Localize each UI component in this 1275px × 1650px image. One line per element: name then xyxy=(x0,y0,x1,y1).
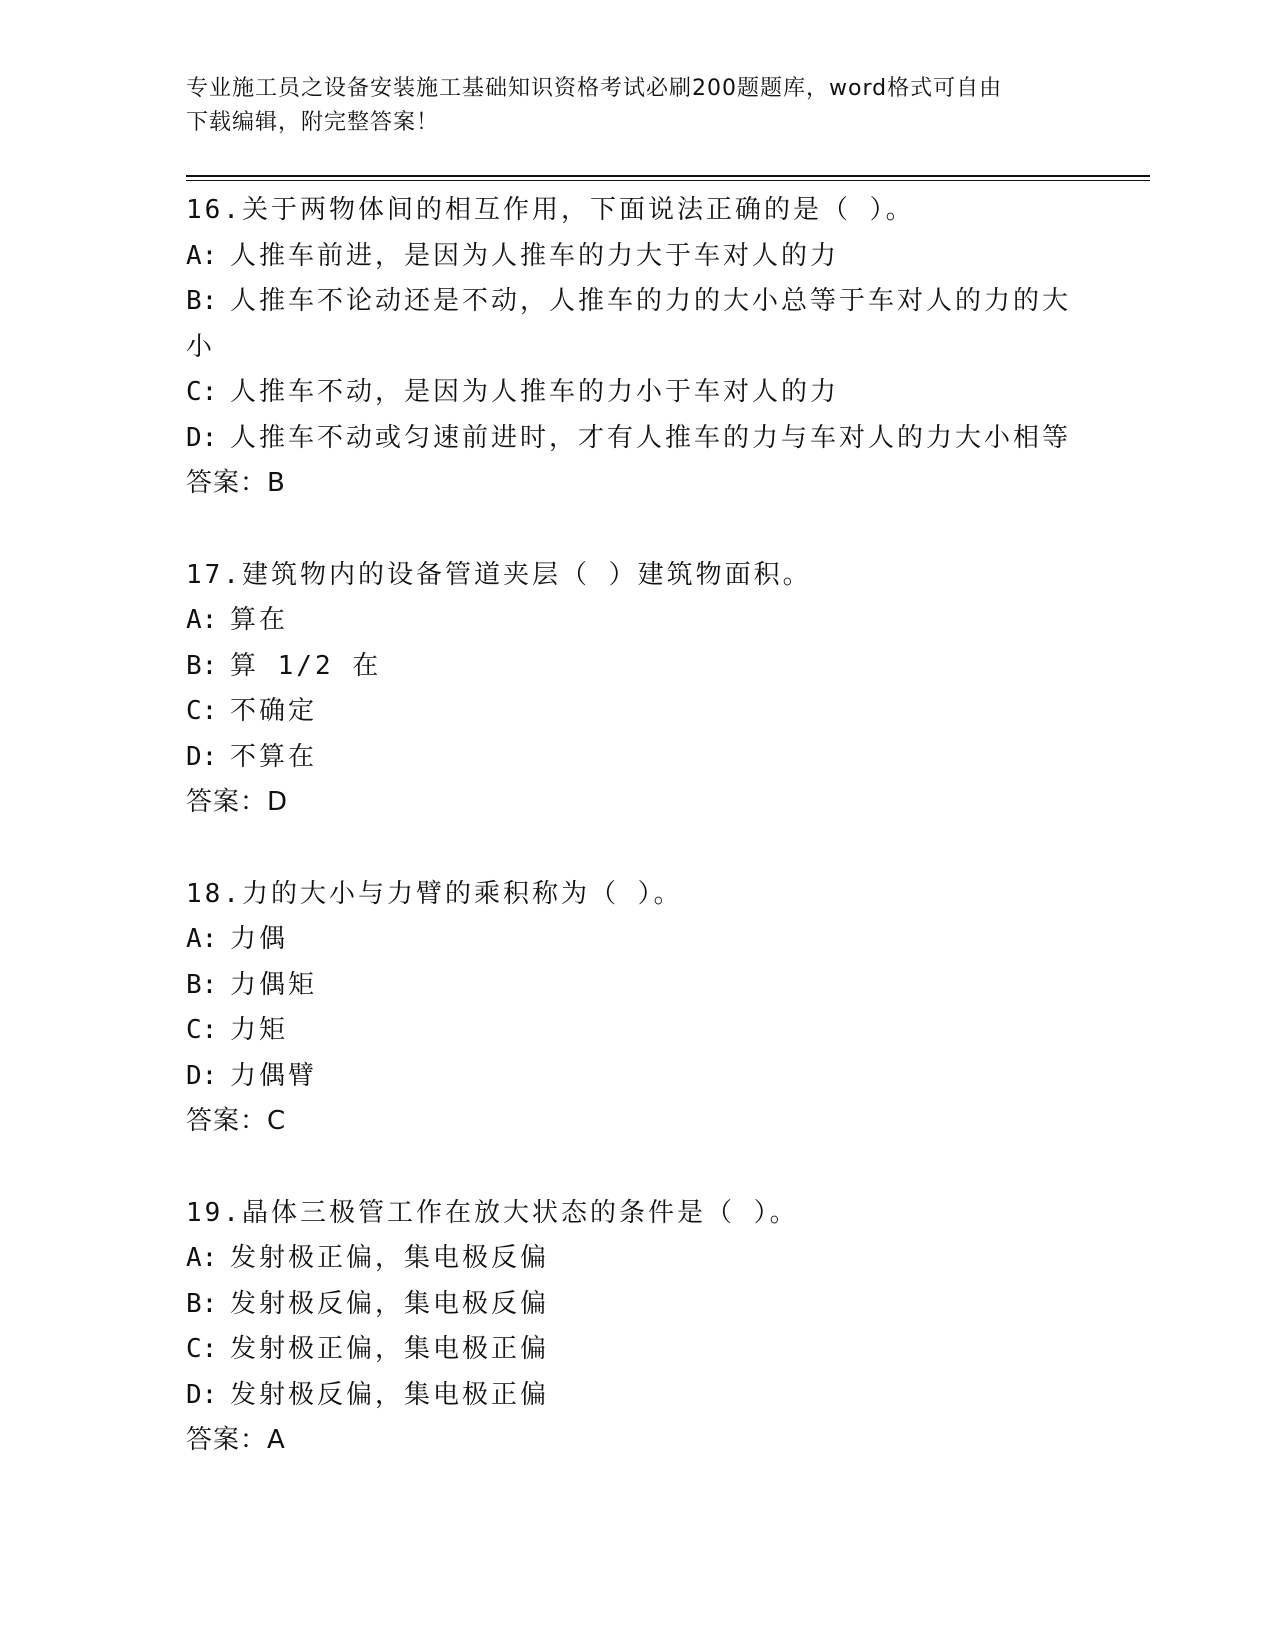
option-text: 人推车不动或匀速前进时，才有人推车的力与车对人的力大小相等 xyxy=(230,422,1072,453)
option-text: 力偶矩 xyxy=(230,969,318,1000)
option-c xyxy=(186,689,1086,735)
option-key: B: xyxy=(186,969,218,1000)
option-key: C: xyxy=(186,1015,218,1045)
question-19 xyxy=(186,1191,1086,1464)
option-a xyxy=(186,598,1086,644)
option-text: 人推车不动，是因为人推车的力小于车对人的力 xyxy=(230,377,840,407)
option-d xyxy=(186,1373,1086,1419)
option-text: 人推车前进，是因为人推车的力大于车对人的力 xyxy=(230,240,840,271)
option-text: 发射极正偏，集电极正偏 xyxy=(230,1334,550,1364)
option-text: 力矩 xyxy=(230,1015,289,1045)
question-stem: 17.建筑物内的设备管道夹层（ ）建筑物面积。 xyxy=(186,559,812,590)
question-list xyxy=(186,188,1086,1510)
header-line-2: 下载编辑，附完整答案！ xyxy=(186,110,440,135)
question-stem: 16.关于两物体间的相互作用，下面说法正确的是（ ）。 xyxy=(186,195,915,225)
option-key: C: xyxy=(186,1334,218,1364)
option-key: B: xyxy=(186,286,218,316)
option-a xyxy=(186,234,1086,280)
option-c xyxy=(186,1008,1086,1054)
option-b xyxy=(186,644,1086,690)
question-16 xyxy=(186,188,1086,507)
option-text-wrap: 小 xyxy=(186,331,216,362)
option-text: 力偶 xyxy=(230,924,289,954)
option-key: D: xyxy=(186,1060,218,1091)
option-b xyxy=(186,963,1086,1009)
option-text: 发射极反偏，集电极正偏 xyxy=(230,1379,550,1410)
header-divider-thin xyxy=(186,180,1150,181)
question-18 xyxy=(186,872,1086,1145)
header-divider-thick xyxy=(186,175,1150,177)
option-d xyxy=(186,1054,1086,1100)
option-c xyxy=(186,1327,1086,1373)
header-line-1: 专业施工员之设备安装施工基础知识资格考试必刷200题题库，word格式可自由 xyxy=(186,76,1003,101)
option-d xyxy=(186,416,1086,462)
option-text: 不确定 xyxy=(230,696,318,726)
option-text: 发射极反偏，集电极反偏 xyxy=(230,1288,550,1319)
option-key: B: xyxy=(186,650,218,681)
option-text: 发射极正偏，集电极反偏 xyxy=(230,1243,550,1273)
option-key: C: xyxy=(186,377,218,407)
question-stem: 19.晶体三极管工作在放大状态的条件是（ ）。 xyxy=(186,1197,799,1228)
answer-line: 答案：D xyxy=(186,787,289,817)
option-text: 不算在 xyxy=(230,741,318,772)
option-text: 人推车不论动还是不动，人推车的力的大小总等于车对人的力的大 xyxy=(230,286,1072,316)
option-key: D: xyxy=(186,1379,218,1410)
option-c xyxy=(186,370,1086,416)
option-key: A: xyxy=(186,1243,218,1273)
option-d xyxy=(186,735,1086,781)
option-a xyxy=(186,917,1086,963)
option-text: 算在 xyxy=(230,605,289,635)
option-key: A: xyxy=(186,240,218,271)
answer-line: 答案：C xyxy=(186,1106,287,1136)
question-stem: 18.力的大小与力臂的乘积称为（ ）。 xyxy=(186,878,683,909)
option-key: A: xyxy=(186,924,218,954)
option-key: A: xyxy=(186,605,218,635)
answer-line: 答案：B xyxy=(186,468,286,498)
option-b xyxy=(186,1282,1086,1328)
option-text: 力偶臂 xyxy=(230,1060,318,1091)
option-a xyxy=(186,1236,1086,1282)
answer-line: 答案：A xyxy=(186,1425,286,1455)
option-b xyxy=(186,279,1086,370)
document-header xyxy=(186,72,1066,140)
option-text: 算 1/2 在 xyxy=(230,650,382,681)
question-17 xyxy=(186,553,1086,826)
option-key: D: xyxy=(186,422,218,453)
option-key: B: xyxy=(186,1288,218,1319)
option-key: D: xyxy=(186,741,218,772)
option-key: C: xyxy=(186,696,218,726)
